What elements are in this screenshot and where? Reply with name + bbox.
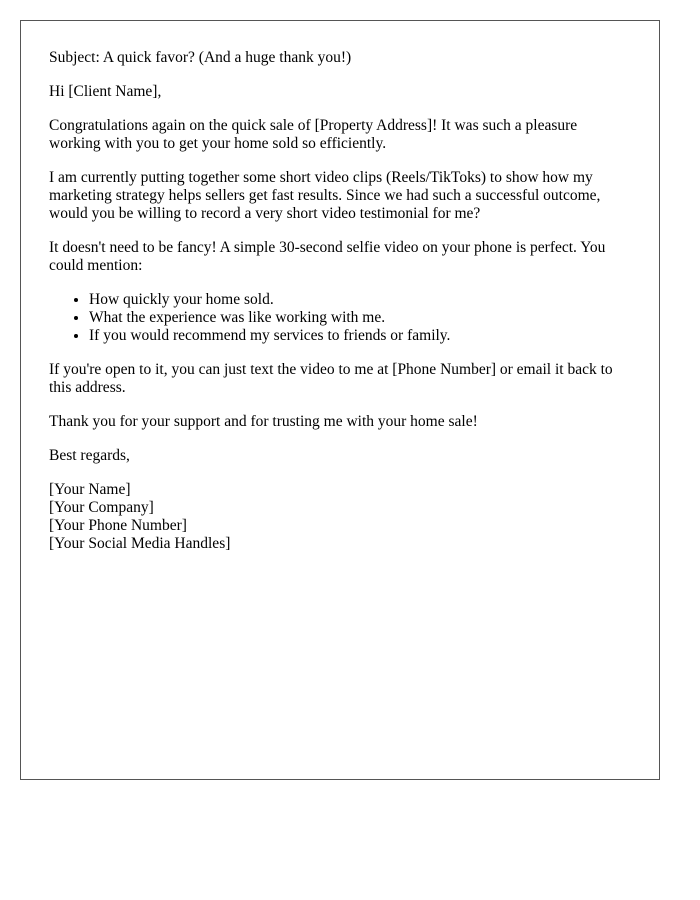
suggestion-item: • How quickly your home sold. [89, 291, 631, 309]
greeting: Hi [Client Name], [49, 83, 162, 100]
paragraph-instructions: It doesn't need to be fancy! A simple 30-second selfie video on your phone is perfect. You could mention: [49, 239, 606, 274]
suggestion-item: • If you would recommend my services to friends or family. [89, 327, 631, 345]
signature-block [49, 481, 631, 553]
paragraph-thanks: Thank you for your support and for trusting me with your home sale! [49, 413, 478, 430]
signature-company: [Your Company] [49, 499, 154, 516]
suggestion-list [49, 291, 631, 345]
signature-social: [Your Social Media Handles] [49, 535, 231, 552]
letter-container [20, 20, 660, 780]
paragraph-delivery: If you're open to it, you can just text the video to me at [Phone Number] or email it back to this address. [49, 361, 613, 396]
suggestion-item: • What the experience was like working with me. [89, 309, 631, 327]
email-subject: Subject: A quick favor? (And a huge thank you!) [49, 49, 352, 66]
paragraph-request: I am currently putting together some short video clips (Reels/TikToks) to show how my marketing strategy helps sellers get fast results. Since we had such a successful outcome, would you be willing to record a very short video testimonial for me? [49, 169, 601, 222]
closing: Best regards, [49, 447, 130, 464]
signature-phone: [Your Phone Number] [49, 517, 187, 534]
paragraph-congratulations: Congratulations again on the quick sale of [Property Address]! It was such a pleasure working with you to get your home sold so efficiently. [49, 117, 578, 152]
signature-name: [Your Name] [49, 481, 131, 498]
